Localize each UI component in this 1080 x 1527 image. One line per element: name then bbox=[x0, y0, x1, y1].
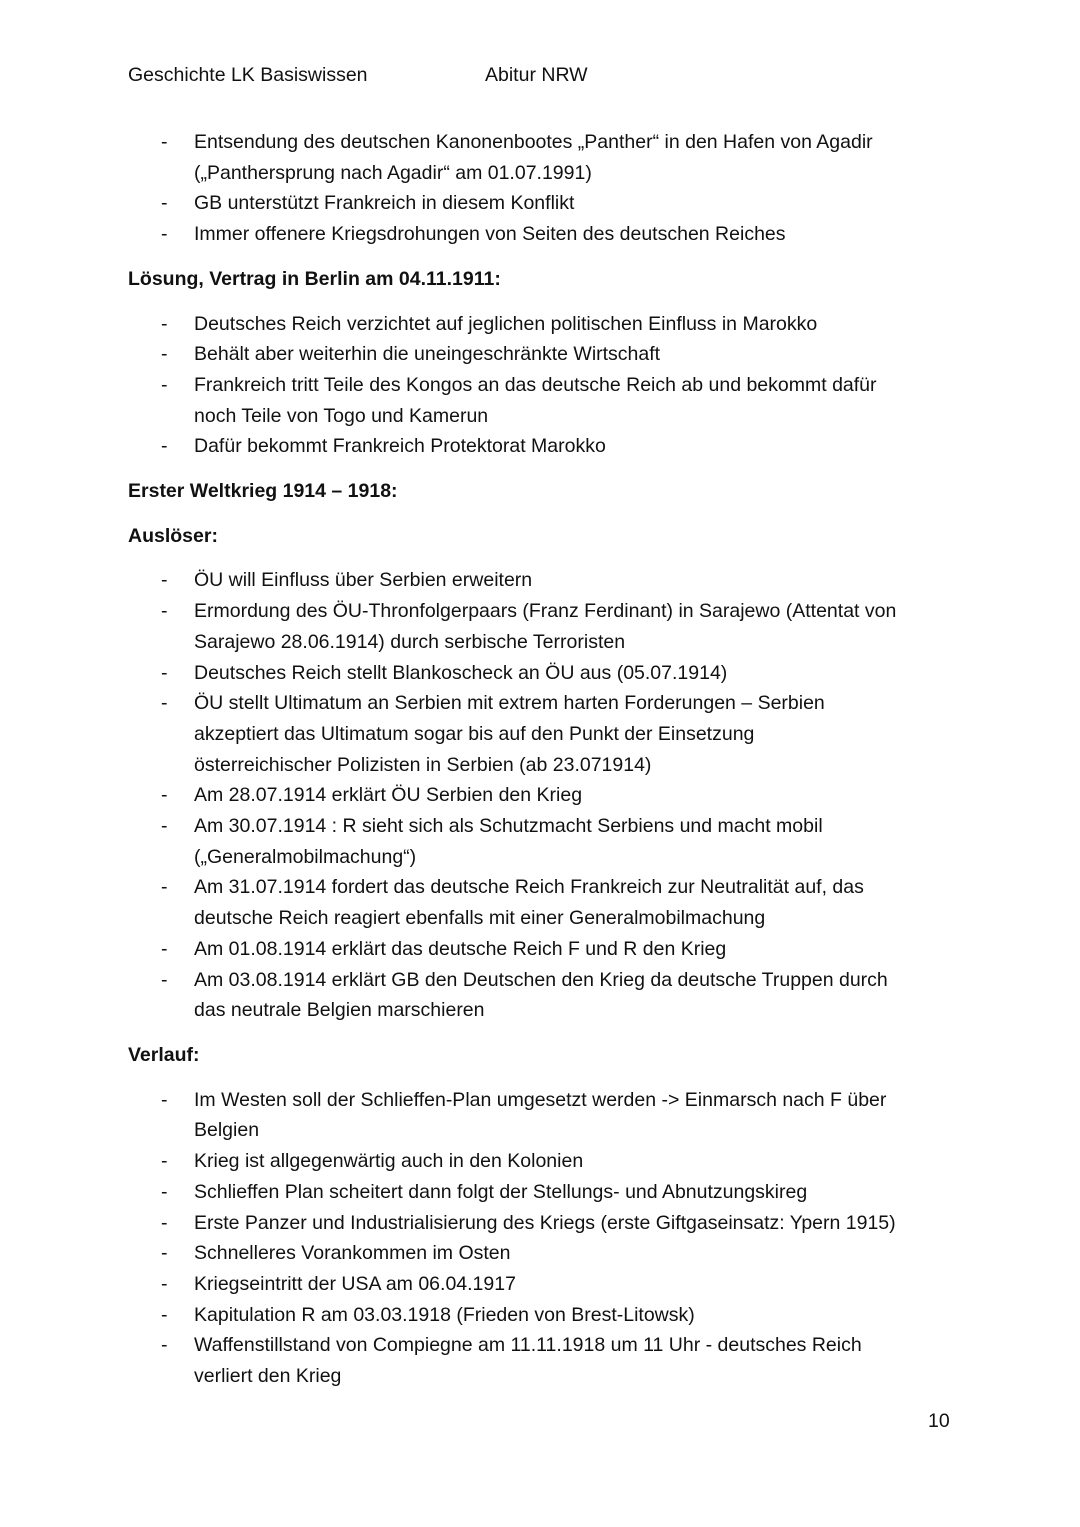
list-item-text: Am 31.07.1914 fordert das deutsche Reich Frankreich zur Neutralität auf, das bbox=[194, 876, 864, 899]
list-item bbox=[128, 1238, 988, 1269]
bullet-dash: - bbox=[161, 131, 168, 153]
list-item-text: Waffenstillstand von Compiegne am 11.11.1918 um 11 Uhr - deutsches Reich bbox=[194, 1334, 862, 1357]
list-item-text: Behält aber weiterhin die uneingeschränkte Wirtschaft bbox=[194, 343, 661, 366]
list-item-text: Am 28.07.1914 erklärt ÖU Serbien den Krieg bbox=[194, 784, 583, 807]
list-item-text: Belgien bbox=[194, 1119, 260, 1142]
list-item-text: Dafür bekommt Frankreich Protektorat Marokko bbox=[194, 435, 606, 458]
list-item bbox=[128, 1208, 988, 1239]
list-item bbox=[128, 565, 988, 596]
document-body bbox=[128, 127, 988, 1406]
list-item bbox=[128, 219, 988, 250]
section-heading: Auslöser: bbox=[128, 524, 218, 547]
list-item bbox=[128, 965, 988, 1026]
bullet-dash: - bbox=[161, 1303, 168, 1326]
bullet-dash: - bbox=[161, 968, 168, 991]
list-item bbox=[128, 370, 988, 431]
list-item-text: verliert den Krieg bbox=[194, 1365, 342, 1388]
bullet-list bbox=[128, 309, 988, 463]
list-item bbox=[128, 1146, 988, 1177]
list-item-text: Kapitulation R am 03.03.1918 (Frieden von Brest-Litowsk) bbox=[194, 1303, 695, 1326]
list-item-text: Krieg ist allgegenwärtig auch in den Kolonien bbox=[194, 1150, 584, 1173]
section-heading: Lösung, Vertrag in Berlin am 04.11.1911: bbox=[128, 267, 501, 290]
list-item-text: Am 01.08.1914 erklärt das deutsche Reich F und R den Krieg bbox=[194, 937, 727, 960]
list-item bbox=[128, 431, 988, 462]
bullet-dash: - bbox=[161, 343, 168, 366]
header-subject: Geschichte LK Basiswissen bbox=[128, 64, 368, 86]
bullet-dash: - bbox=[161, 1180, 168, 1203]
list-item bbox=[128, 1330, 988, 1391]
bullet-dash: - bbox=[161, 784, 168, 807]
page-number: 10 bbox=[928, 1410, 950, 1432]
bullet-dash: - bbox=[161, 192, 168, 215]
list-item-text: („Panthersprung nach Agadir“ am 01.07.1991) bbox=[194, 161, 592, 184]
list-item-text: Im Westen soll der Schlieffen-Plan umgesetzt werden -> Einmarsch nach F über bbox=[194, 1088, 887, 1111]
bullet-dash: - bbox=[161, 1334, 168, 1357]
list-item bbox=[128, 1269, 988, 1300]
bullet-dash: - bbox=[161, 569, 168, 592]
list-item bbox=[128, 188, 988, 219]
bullet-dash: - bbox=[161, 1088, 168, 1111]
bullet-list bbox=[128, 127, 988, 250]
bullet-list bbox=[128, 1085, 988, 1392]
bullet-dash: - bbox=[161, 373, 168, 396]
list-item-text: Schlieffen Plan scheitert dann folgt der Stellungs- und Abnutzungskireg bbox=[194, 1180, 808, 1203]
bullet-dash: - bbox=[161, 435, 168, 458]
bullet-dash: - bbox=[161, 1242, 168, 1265]
list-item-text: Kriegseintritt der USA am 06.04.1917 bbox=[194, 1272, 516, 1295]
list-item bbox=[128, 596, 988, 657]
list-item-text: Frankreich tritt Teile des Kongos an das deutsche Reich ab und bekommt dafür bbox=[194, 373, 877, 396]
header-exam: Abitur NRW bbox=[485, 64, 588, 86]
list-item-text: das neutrale Belgien marschieren bbox=[194, 999, 485, 1022]
bullet-dash: - bbox=[161, 1272, 168, 1295]
list-item-text: Deutsches Reich verzichtet auf jeglichen politischen Einfluss in Marokko bbox=[194, 312, 818, 335]
list-item-text: GB unterstützt Frankreich in diesem Konflikt bbox=[194, 192, 575, 215]
list-item bbox=[128, 1300, 988, 1331]
bullet-dash: - bbox=[161, 1211, 168, 1234]
list-item bbox=[128, 872, 988, 933]
list-item bbox=[128, 309, 988, 340]
bullet-dash: - bbox=[161, 223, 168, 246]
list-item-text: ÖU will Einfluss über Serbien erweitern bbox=[194, 569, 533, 592]
bullet-dash: - bbox=[161, 600, 168, 623]
bullet-dash: - bbox=[161, 692, 168, 715]
bullet-dash: - bbox=[161, 1150, 168, 1173]
list-item-text: österreichischer Polizisten in Serbien (ab 23.071914) bbox=[194, 753, 652, 776]
list-item bbox=[128, 688, 988, 780]
list-item-text: Sarajewo 28.06.1914) durch serbische Terroristen bbox=[194, 630, 626, 653]
list-item bbox=[128, 934, 988, 965]
list-item bbox=[128, 127, 988, 188]
list-item bbox=[128, 780, 988, 811]
list-item bbox=[128, 1085, 988, 1146]
list-item bbox=[128, 1177, 988, 1208]
list-item bbox=[128, 658, 988, 689]
list-item-text: Immer offenere Kriegsdrohungen von Seiten des deutschen Reiches bbox=[194, 223, 786, 246]
list-item bbox=[128, 339, 988, 370]
bullet-dash: - bbox=[161, 312, 168, 335]
list-item bbox=[128, 811, 988, 872]
list-item-text: Am 03.08.1914 erklärt GB den Deutschen den Krieg da deutsche Truppen durch bbox=[194, 968, 888, 991]
list-item-text: noch Teile von Togo und Kamerun bbox=[194, 404, 489, 427]
list-item-text: Schnelleres Vorankommen im Osten bbox=[194, 1242, 511, 1265]
bullet-dash: - bbox=[161, 661, 168, 684]
section-heading: Verlauf: bbox=[128, 1043, 200, 1066]
list-item-text: Entsendung des deutschen Kanonenbootes „Panther“ in den Hafen von Agadir bbox=[194, 131, 873, 153]
list-item-text: ÖU stellt Ultimatum an Serbien mit extrem harten Forderungen – Serbien bbox=[194, 692, 825, 715]
list-item-text: Ermordung des ÖU-Thronfolgerpaars (Franz Ferdinant) in Sarajewo (Attentat von bbox=[194, 600, 897, 623]
bullet-dash: - bbox=[161, 815, 168, 838]
list-item-text: („Generalmobilmachung“) bbox=[194, 845, 417, 868]
bullet-list bbox=[128, 565, 988, 1026]
list-item-text: deutsche Reich reagiert ebenfalls mit einer Generalmobilmachung bbox=[194, 907, 766, 930]
list-item-text: akzeptiert das Ultimatum sogar bis auf den Punkt der Einsetzung bbox=[194, 722, 755, 745]
list-item-text: Erste Panzer und Industrialisierung des Kriegs (erste Giftgaseinsatz: Ypern 1915) bbox=[194, 1211, 896, 1234]
list-item-text: Am 30.07.1914 : R sieht sich als Schutzmacht Serbiens und macht mobil bbox=[194, 815, 823, 838]
bullet-dash: - bbox=[161, 876, 168, 899]
section-heading: Erster Weltkrieg 1914 – 1918: bbox=[128, 480, 398, 503]
bullet-dash: - bbox=[161, 937, 168, 960]
list-item-text: Deutsches Reich stellt Blankoscheck an ÖU aus (05.07.1914) bbox=[194, 661, 728, 684]
